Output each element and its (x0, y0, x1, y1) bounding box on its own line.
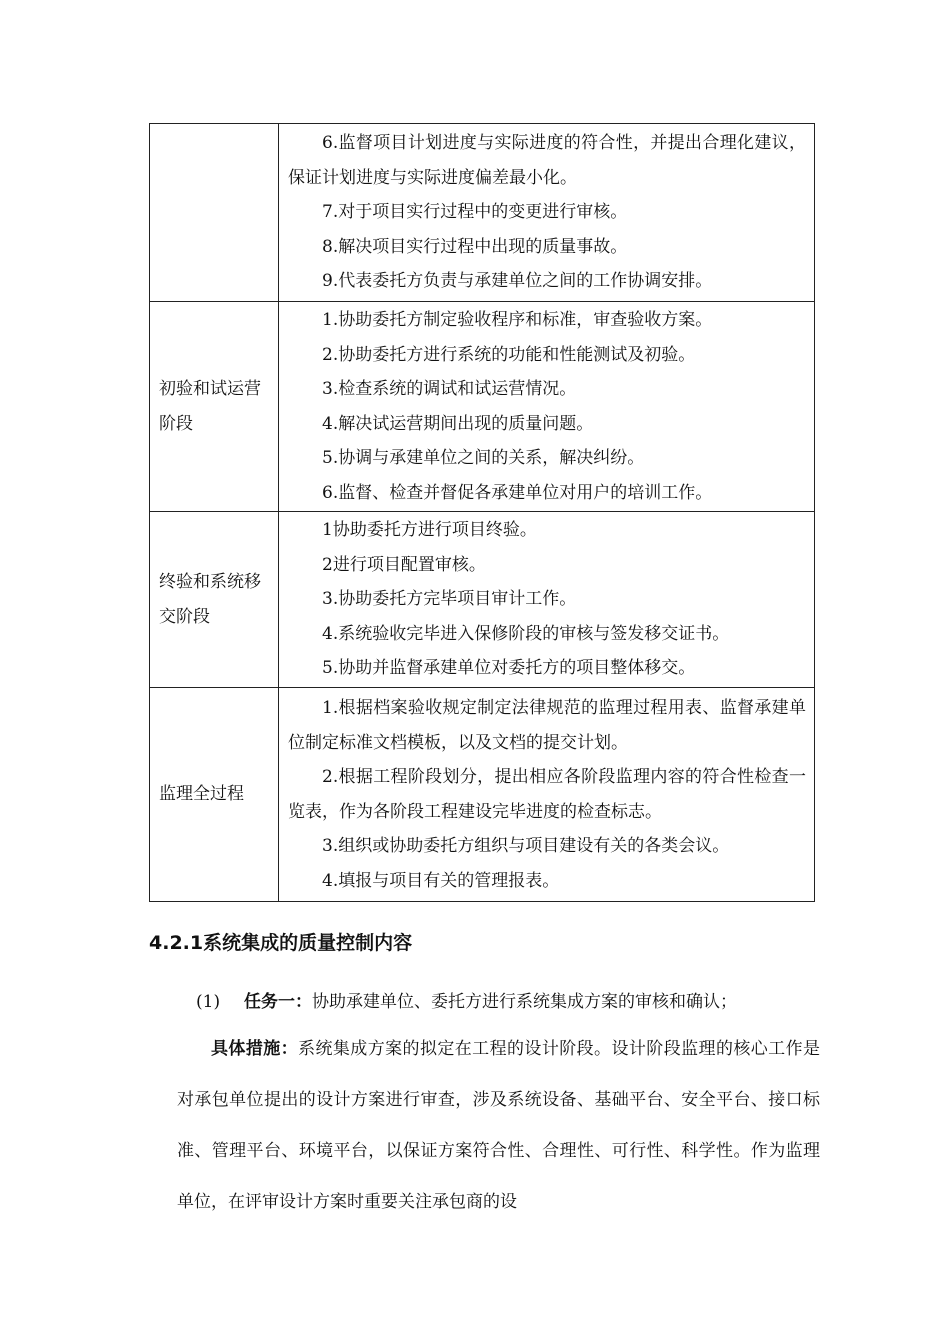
list-item: 2.根据工程阶段划分，提出相应各阶段监理内容的符合性检查一览表，作为各阶段工程建设完毕进度的检查标志。 (288, 767, 806, 822)
stage-cell (150, 124, 279, 302)
items-cell (279, 512, 815, 688)
list-item: 5.协调与承建单位之间的关系，解决纠纷。 (322, 448, 645, 468)
list-item: 1.根据档案验收规定制定法律规范的监理过程用表、监督承建单位制定标准文档模板，以及文档的提交计划。 (288, 698, 806, 753)
table-row (150, 688, 815, 902)
table-row (150, 512, 815, 688)
table-row (150, 302, 815, 512)
list-item: 4.解决试运营期间出现的质量问题。 (322, 413, 594, 434)
items-cell (279, 124, 815, 302)
list-item: 2进行项目配置审核。 (322, 554, 486, 575)
list-item: 3.协助委托方完毕项目审计工作。 (322, 589, 577, 610)
measures-label: 具体措施： (211, 1039, 299, 1059)
list-item: 1.协助委托方制定验收程序和标准，审查验收方案。 (322, 310, 713, 330)
list-item: 6.监督、检查并督促各承建单位对用户的培训工作。 (322, 482, 713, 503)
list-item: 3.组织或协助委托方组织与项目建设有关的各类会议。 (322, 836, 730, 856)
stage-cell: 终验和系统移交阶段 (150, 512, 279, 688)
list-item: 8.解决项目实行过程中出现的质量事故。 (322, 236, 628, 257)
stage-cell: 监理全过程 (150, 688, 279, 902)
items-cell (279, 302, 815, 512)
list-item: 7.对于项目实行过程中的变更进行审核。 (322, 202, 628, 223)
list-item: 3.检查系统的调试和试运营情况。 (322, 379, 577, 399)
task-number: (1) (196, 992, 221, 1012)
list-item: 2.协助委托方进行系统的功能和性能测试及初验。 (322, 344, 696, 365)
measures-text: 系统集成方案的拟定在工程的设计阶段。设计阶段监理的核心工作是对承包单位提出的设计方案进行审查，涉及系统设备、基础平台、安全平台、接口标准、管理平台、环境平台，以保证方案符合性、合理性、可行性、科学性。作为监理单位，在评审设计方案时重要关注承包商的设 (177, 1039, 821, 1212)
list-item: 9.代表委托方负责与承建单位之间的工作协调安排。 (322, 271, 713, 292)
table-row (150, 124, 815, 302)
task-line (196, 987, 737, 1012)
section-heading: 4.2.1系统集成的质量控制内容 (149, 932, 413, 954)
task-label: 任务一： (244, 992, 312, 1012)
list-item: 4.填报与项目有关的管理报表。 (322, 870, 560, 891)
list-item: 1协助委托方进行项目终验。 (322, 520, 537, 541)
list-item: 6.监督项目计划进度与实际进度的符合性，并提出合理化建议，保证计划进度与实际进度偏差最小化。 (288, 133, 806, 188)
task-text: 协助承建单位、委托方进行系统集成方案的审核和确认； (312, 992, 737, 1012)
supervision-table (149, 123, 815, 902)
stage-cell: 初验和试运营阶段 (150, 302, 279, 512)
measures-paragraph (177, 1024, 820, 1228)
items-cell (279, 688, 815, 902)
list-item: 4.系统验收完毕进入保修阶段的审核与签发移交证书。 (322, 623, 730, 644)
list-item: 5.协助并监督承建单位对委托方的项目整体移交。 (322, 658, 696, 679)
